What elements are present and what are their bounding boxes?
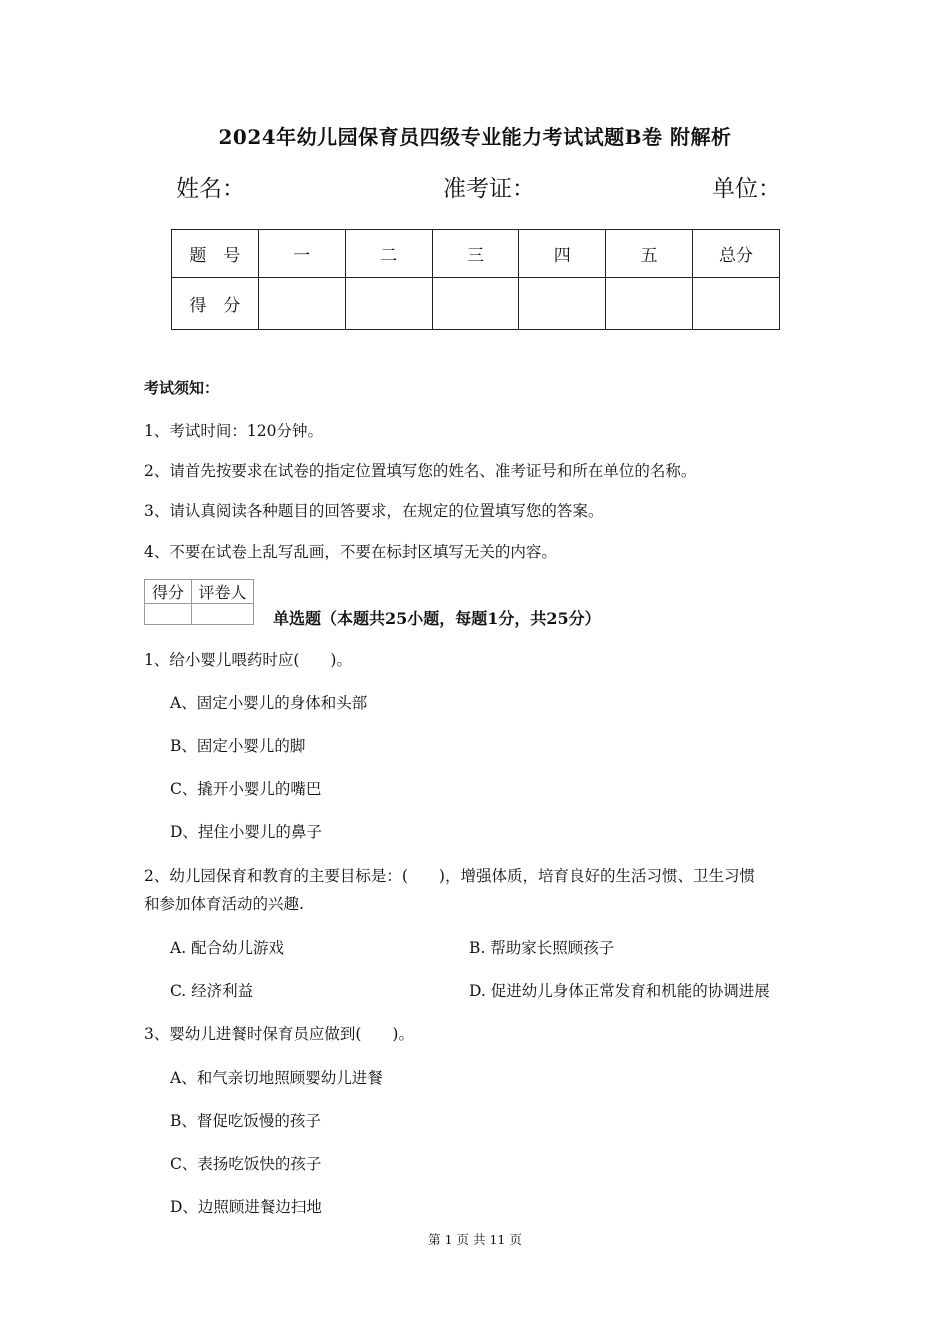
option-b[interactable]: B、督促吃饭慢的孩子 <box>170 1112 321 1130</box>
score-table-row-label: 得 分 <box>172 278 259 330</box>
score-cell[interactable] <box>606 278 693 330</box>
notice-item: 2、请首先按要求在试卷的指定位置填写您的姓名、准考证号和所在单位的名称。 <box>144 462 697 480</box>
score-table-header-cell: 二 <box>345 230 432 278</box>
question-stem-continued: 和参加体育活动的兴趣. <box>144 895 304 913</box>
score-table-header-cell: 三 <box>432 230 519 278</box>
score-cell[interactable] <box>519 278 606 330</box>
option-c[interactable]: C、撬开小婴儿的嘴巴 <box>170 780 322 798</box>
question-stem: 3、婴幼儿进餐时保育员应做到( )。 <box>144 1025 414 1043</box>
name-field-label: 姓名： <box>176 176 245 202</box>
score-table-score-row <box>172 278 780 330</box>
score-table-header-cell: 总分 <box>693 230 780 278</box>
option-b[interactable]: B. 帮助家长照顾孩子 <box>469 939 615 957</box>
option-c[interactable]: C、表扬吃饭快的孩子 <box>170 1155 322 1173</box>
score-cell[interactable] <box>432 278 519 330</box>
score-table-header-label: 题 号 <box>172 230 259 278</box>
section-title: 单选题（本题共25小题，每题1分，共25分） <box>273 609 601 628</box>
grader-score-cell[interactable] <box>145 604 192 625</box>
score-table-header-cell: 一 <box>258 230 345 278</box>
notice-item: 1、考试时间：120分钟。 <box>144 422 323 440</box>
option-d[interactable]: D. 促进幼儿身体正常发育和机能的协调进展 <box>469 982 770 1000</box>
score-cell[interactable] <box>693 278 780 330</box>
grader-score-label: 得分 <box>145 580 192 604</box>
option-c[interactable]: C. 经济利益 <box>170 982 254 1000</box>
question-stem: 2、幼儿园保育和教育的主要目标是：( )，增强体质，培育良好的生活习惯、卫生习惯 <box>144 867 755 885</box>
option-d[interactable]: D、捏住小婴儿的鼻子 <box>170 823 322 841</box>
score-table-header-row <box>172 230 780 278</box>
score-table <box>171 229 780 330</box>
notice-item: 4、不要在试卷上乱写乱画，不要在标封区填写无关的内容。 <box>144 543 557 561</box>
notice-item: 3、请认真阅读各种题目的回答要求，在规定的位置填写您的答案。 <box>144 502 604 520</box>
grader-box <box>144 579 254 625</box>
option-d[interactable]: D、边照顾进餐边扫地 <box>170 1198 322 1216</box>
grader-reviewer-label: 评卷人 <box>192 580 254 604</box>
score-table-header-cell: 四 <box>519 230 606 278</box>
option-b[interactable]: B、固定小婴儿的脚 <box>170 737 306 755</box>
page-footer: 第 1 页 共 11 页 <box>428 1232 522 1247</box>
notice-heading: 考试须知： <box>144 379 220 397</box>
option-a[interactable]: A、固定小婴儿的身体和头部 <box>170 694 368 712</box>
option-a[interactable]: A. 配合幼儿游戏 <box>170 939 285 957</box>
option-a[interactable]: A、和气亲切地照顾婴幼儿进餐 <box>170 1069 383 1087</box>
score-table-header-cell: 五 <box>606 230 693 278</box>
question-stem: 1、给小婴儿喂药时应( )。 <box>144 651 352 669</box>
grader-reviewer-cell[interactable] <box>192 604 254 625</box>
score-cell[interactable] <box>345 278 432 330</box>
document-title: 2024年幼儿园保育员四级专业能力考试试题B卷 附解析 <box>218 125 732 149</box>
exam-id-field-label: 准考证： <box>443 176 535 202</box>
unit-field-label: 单位： <box>712 176 781 202</box>
score-cell[interactable] <box>258 278 345 330</box>
